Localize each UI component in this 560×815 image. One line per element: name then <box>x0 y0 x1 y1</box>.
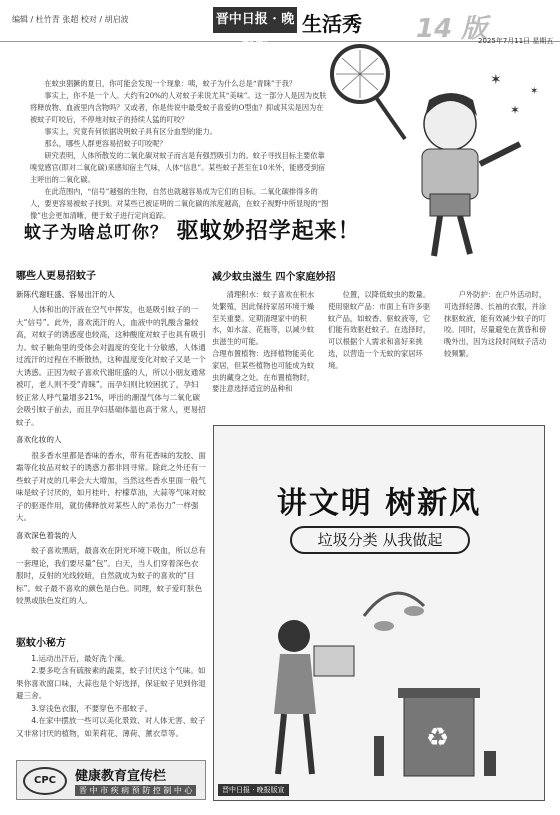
banner-subtitle: 晋 中 市 疾 病 预 防 控 制 中 心 <box>75 785 196 796</box>
health-education-banner <box>16 760 206 800</box>
left-column <box>16 265 206 608</box>
issue-date: 2025年7月11日 星期五 <box>478 37 554 45</box>
recycling-illustration <box>254 576 514 796</box>
banner-title: 健康教育宣传栏 <box>75 769 167 784</box>
body-text: 很多香水里都是香味的香水，带有花香味的发胶、面霜等化妆品对蚊子的诱惑力都非同寻常。除此之外还有一些蚊子对皮的几率会大大增加，当然这些香水里面一般气味是蚊子讨厌的，如月桂叶、柠檬草油，大蒜等气味对蚊子的驱逐作用，就仿佛释放对某些人的“杀伤力”一样强大。 <box>16 450 206 522</box>
cdc-logo: CPC <box>23 767 67 795</box>
intro-paragraph: 那么，哪些人群更容易招蚊子叮咬呢？ <box>44 139 167 148</box>
section-heading: 驱蚊小秘方 <box>16 638 66 649</box>
title-main: 驱蚊妙招学起来！ <box>176 219 361 244</box>
text-column <box>212 289 320 395</box>
section-heading: 减少蚊虫滋生 四个家庭妙招 <box>212 272 336 283</box>
subsection-title: 喜欢深色着装的人 <box>16 530 77 540</box>
intro-paragraph: 事实上，你不是一个人。大约有20%的人对蚊子来说尤其“美味”。这一部分人是因为皮肤将释放物、血液里内含物吗？又或者，你是传说中最受蚊子喜爱的O型血？抑或其实是因为在被蚊子叮咬后，不停地对蚊子的持续人猛的叮咬？ <box>30 91 327 124</box>
text-column <box>444 289 552 395</box>
editors-line: 编辑 / 杜竹青 张超 校对 / 胡启波 <box>12 15 129 24</box>
article-title <box>24 214 361 245</box>
recycle-icon: ♻ <box>426 723 450 753</box>
public-service-poster <box>213 425 545 801</box>
subsection-title: 喜欢化妆的人 <box>16 435 62 444</box>
tips-section <box>16 632 206 740</box>
mosquito-icon: ✶ <box>530 86 539 97</box>
tip-item: 4.在家中摆放一些可以美化景致、对人体无害、蚊子又非常讨厌的植物，如茉莉花、薄荷、薰衣草等。 <box>16 716 206 738</box>
poster-headline: 讲文明 树新风 <box>276 486 482 521</box>
intro-text <box>30 78 330 222</box>
column-name: 生活秀 <box>302 12 362 36</box>
newspaper-logo: 晋中日报 · 晚报版 <box>213 7 297 33</box>
subsection-title: 新陈代谢旺盛、容易出汗的人 <box>16 289 115 299</box>
body-text: 抹驱蚊液，能有效减少蚊子的叮咬。同时，尽量避免在黄昏和傍晚外出，因为这段时间蚊子活动较频繁。 <box>444 313 547 358</box>
body-text: 位置，以降低蚊虫的数量。 <box>342 290 431 299</box>
mosquito-icon: ✶ <box>490 72 502 88</box>
body-text: 人体和出的汗液在空气中挥发，也是吸引蚊子的一大“信号”。此外，喜欢流汗的人，血液中的乳酸含量较高，对蚊子的诱惑度也较高，这种酸度对蚊子也具有吸引力。蚊子触角里的受体会对温度的变化十分敏感，人体通过流汗的过程在不断散热，这种温度变化对蚊子又是一个大诱惑。正因为蚊子喜欢代谢旺盛的人，所以小朋友通常被叮，老人则不受“青睐”。而孕妇则比较困扰了，孕妇较正常人呼气量增多21%，呼出的潮湿气体与二氧化碳会吸引蚊子前去，而且孕妇基础体温也高于常人，更易招蚊子。 <box>16 305 206 427</box>
intro-paragraph: 在此范围内，“信号”越强的生物，自然也就越容易成为它们的目标。二氧化碳排得多的人，要更容易被蚊子找到。对某些已被证明的二氧化碳的浓度越高，在蚊子视野中所显现的“图像”也会更加清晰，便于蚊子进行定向追踪。 <box>30 187 329 220</box>
page-header <box>0 0 560 53</box>
title-question: 蚊子为啥总叮你？ <box>24 223 168 243</box>
intro-paragraph: 研究表明，人体所散发的二氧化碳对蚊子而言是有强烈吸引力的。蚊子寻找目标主要依靠嗅觉感官(即对二氧化碳)来感知宿主气味，人体“信息”。某些蚊子甚至在10米外，能感受到宿主呼出的二氧化碳。 <box>30 151 326 184</box>
mosquito-icon: ✶ <box>510 103 521 117</box>
boy-with-swatter-illustration <box>330 44 555 269</box>
body-text: 合理布置植物：选择植物能美化家居，但某些植物也可能成为蚊虫的藏身之处。在布置植物时，要注意选择适宜的品种和 <box>212 348 315 394</box>
text-column <box>328 289 436 395</box>
poster-slogan: 垃圾分类 从我做起 <box>290 526 470 554</box>
body-text: 蚊子喜欢黑暗，最喜欢在阴光环境下吸血，所以总有一套理论，我们要尽量“包”。白天，当人们穿着深色衣服时，反射的光线较暗，自然就成为蚊子的喜欢的“目标”。蚊子最不喜欢的颜色是白色。同理，蚊子爱叮肤色较黑或肤色发红的人。 <box>16 546 206 605</box>
tip-item: 1.运动出汗后，最好洗个澡。 <box>31 653 130 663</box>
body-text: 清理积水：蚊子喜欢在积水处繁殖，因此保持家居环境干燥至关重要。定期清理家中的积水，如水盆、花瓶等，以减少蚊虫滋生的可能。 <box>212 290 315 347</box>
tip-item: 2.要多吃含有硫胺素的蔬菜，蚊子讨厌这个气味。如果你喜欢窗口味，大蒜也是个好选择，保证蚊子见到你退避三舍。 <box>16 666 206 700</box>
intro-paragraph: 在蚊虫猖獗的夏日，你可能会发现一个现象：咦，蚊子为什么总是“青睐”于我？ <box>44 79 297 88</box>
poster-caption: 晋中日报 · 晚报版宣 <box>218 784 289 796</box>
intro-paragraph: 事实上，究竟有何依据说明蚊子具有区分血型的能力。 <box>44 127 217 136</box>
body-text: 使用驱蚊产品：市面上有许多驱蚊产品，如蚊香、驱蚊液等，它们能有效驱赶蚊子。在选择时，可以根据个人需求和喜好来挑选，以营造一个无蚊的家居环境。 <box>328 301 431 370</box>
page-number: 14 版 <box>416 14 488 44</box>
tip-item: 3.穿浅色衣服，不要穿色不那蚊子。 <box>31 703 153 713</box>
body-text: 户外防护：在户外活动时，可选择轻薄、长袖的衣服，并涂 <box>444 290 547 311</box>
home-tips-section <box>212 268 552 395</box>
section-heading: 哪些人更易招蚊子 <box>16 271 96 282</box>
